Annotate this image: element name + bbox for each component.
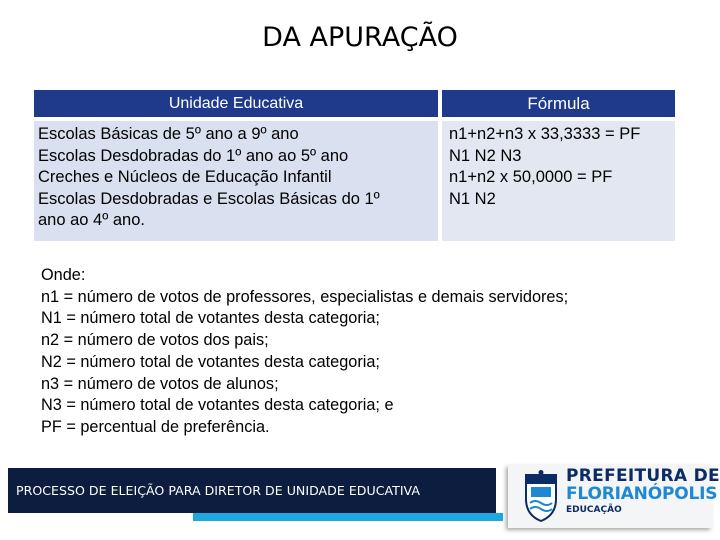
logo-line-prefeitura: PREFEITURA DE	[566, 466, 720, 486]
notes-line: N1 = número total de votantes desta categoria;	[41, 309, 380, 328]
unidade-cell	[34, 121, 438, 241]
notes-line: n3 = número de votos de alunos;	[41, 374, 279, 393]
prefeitura-logo	[508, 465, 720, 528]
formula-line: N1 N2 N3	[449, 146, 522, 165]
logo-line-educacao: EDUCAÇÃO	[566, 505, 622, 515]
legend-notes	[41, 265, 568, 439]
accent-bar	[193, 513, 503, 521]
unidade-line: ano ao 4º ano.	[38, 211, 145, 229]
notes-line: PF = percentual de preferência.	[41, 417, 270, 436]
logo-line-florianopolis: FLORIANÓPOLIS	[566, 484, 718, 504]
table-header-unidade: Unidade Educativa	[34, 90, 438, 117]
notes-line: N3 = número total de votantes desta categoria; e	[41, 396, 394, 415]
formula-table	[34, 90, 675, 241]
notes-line: n2 = número de votos dos pais;	[41, 331, 269, 350]
slide-footer	[0, 465, 720, 540]
formula-line: n1+n2+n3 x 33,3333 = PF	[449, 125, 641, 143]
notes-line: n1 = número de votos de professores, especialistas e demais servidores;	[41, 287, 569, 306]
formula-line: n1+n2 x 50,0000 = PF	[449, 168, 613, 186]
formula-line: N1 N2	[449, 189, 496, 208]
unidade-line: Escolas Desdobradas e Escolas Básicas do 1º	[38, 189, 380, 208]
unidade-line: Creches e Núcleos de Educação Infantil	[38, 168, 332, 186]
formula-cell	[442, 121, 675, 241]
unidade-line: Escolas Básicas de 5º ano a 9º ano	[38, 125, 299, 143]
slide-title: DA APURAÇÃO	[262, 22, 458, 53]
unidade-line: Escolas Desdobradas do 1º ano ao 5º ano	[38, 146, 349, 165]
notes-line: Onde:	[41, 266, 86, 284]
footer-banner: PROCESSO DE ELEIÇÃO PARA DIRETOR DE UNIDADE EDUCATIVA	[8, 468, 496, 513]
notes-line: N2 = número total de votantes desta categoria;	[41, 352, 380, 371]
table-header-formula: Fórmula	[442, 90, 675, 117]
city-emblem-icon	[522, 469, 560, 523]
